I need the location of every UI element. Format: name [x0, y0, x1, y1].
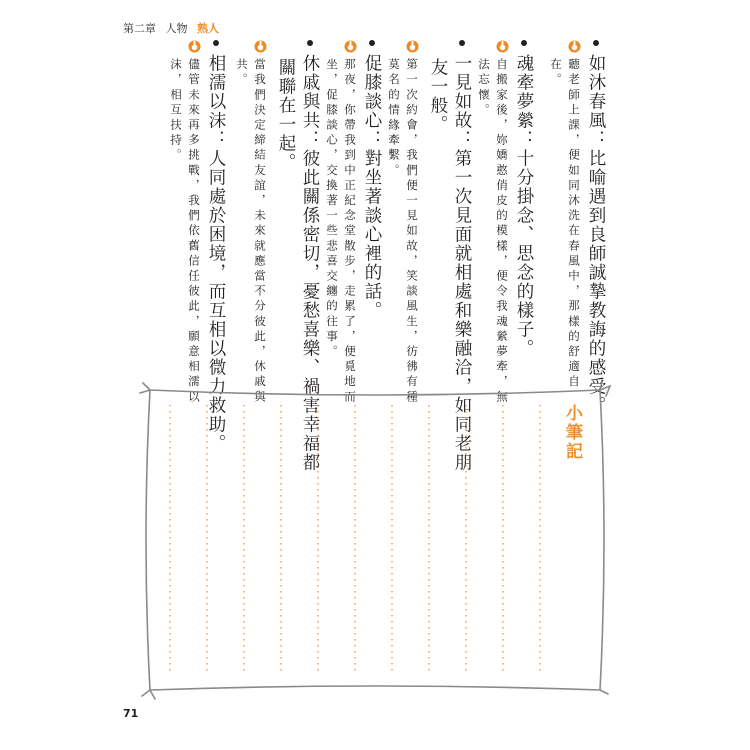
example-5-cont: 共。 [235, 58, 249, 89]
idiom-entry-1: 如沐春風：比喻遇到良師誠摯教誨的感受。 [584, 40, 609, 415]
idiom-entry-6: 相濡以沫：人同處於困境，而互相以微力救助。 [204, 40, 229, 453]
idiom-entry-3-cont: 友一般。 [428, 58, 448, 134]
idiom-entry-4: 促膝談心：對坐著談心裡的話。 [360, 40, 385, 320]
example-3: 第一次約會，我們便一見如故，笑談風生，彷彿有種 [404, 40, 420, 405]
example-1-cont: 在。 [549, 58, 563, 89]
example-6-cont: 沫，相互扶持。 [169, 58, 183, 164]
chapter-label: 第二章 [123, 22, 156, 35]
example-1: 聽老師上課，便如同沐洗在春風中，那樣的舒適自 [566, 40, 582, 390]
idiom-entry-3: 一見如故：第一次見面就相處和樂融洽，如同老朋 [450, 40, 475, 472]
example-5: 當我們決定締結友誼，未來就應當不分彼此，休戚與 [252, 40, 268, 405]
idiom-entry-2: 魂牽夢縈：十分掛念、思念的樣子。 [512, 40, 537, 358]
section-label: 人物 [165, 22, 188, 35]
example-4-cont: 坐，促膝談心，交換著一些悲喜交纏的往事。 [325, 58, 339, 360]
notes-title: 小筆記 [562, 404, 582, 461]
page-number: 71 [123, 707, 139, 720]
writing-guide-lines [170, 405, 540, 672]
example-4: 那夜，你帶我到中正紀念堂散步，走累了，便覓地而 [342, 40, 358, 405]
example-3-cont: 莫名的情緣牽繫。 [387, 58, 401, 179]
idiom-entry-5-cont: 關聯在一起。 [276, 58, 296, 172]
topic-label: 熟人 [197, 22, 219, 35]
idiom-entry-5: 休戚與共：彼此關係密切，憂愁喜樂、禍害幸福都 [298, 40, 323, 472]
example-2-cont: 法忘懷。 [477, 58, 491, 119]
example-2: 自搬家後，妳嬌憨俏皮的模樣，便令我魂縈夢牽，無 [494, 40, 510, 405]
example-6: 儘管未來再多挑戰，我們依舊信任彼此，願意相濡以 [186, 40, 202, 405]
